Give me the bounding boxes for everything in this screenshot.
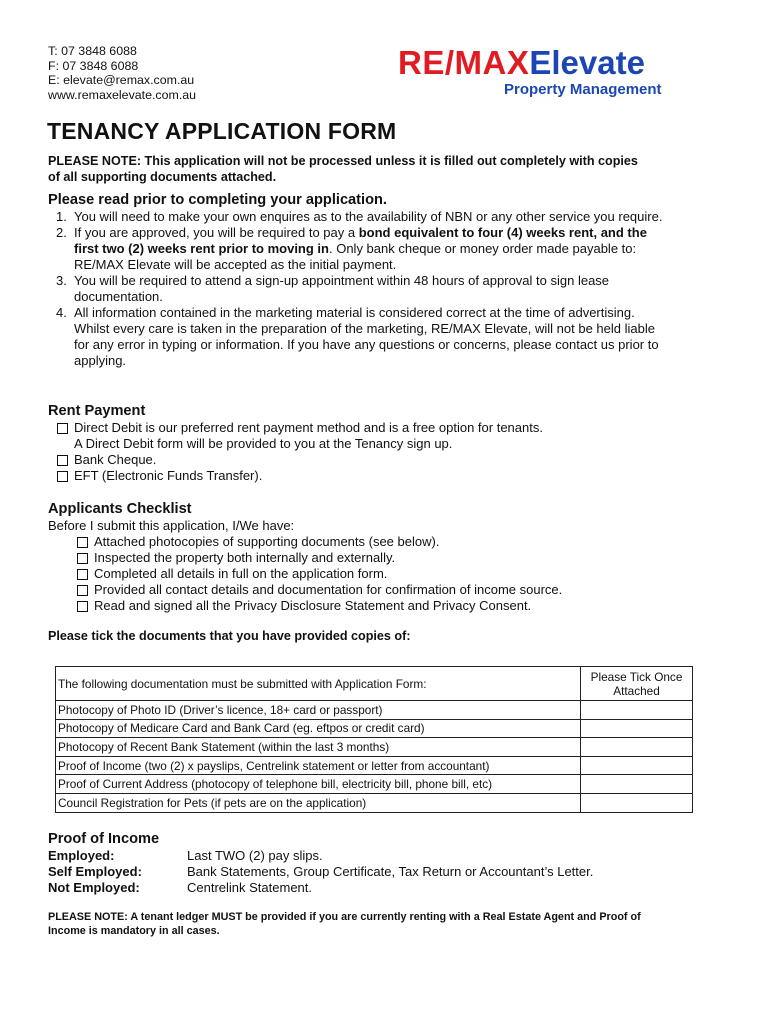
processing-note: PLEASE NOTE: This application will not be processed unless it is filled out completely with copies of all supporting documents attached. bbox=[48, 154, 638, 184]
list-item: 2. If you are approved, you will be required to pay a bond equivalent to four (4) weeks rent, and the first two (2) weeks rent prior to moving in. Only bank cheque or money order made payable to: RE/MAX Elevate will be accepted as the initial payment. bbox=[56, 225, 647, 272]
income-heading: Proof of Income bbox=[48, 831, 160, 847]
checklist-heading: Applicants Checklist bbox=[48, 501, 192, 517]
checklist-intro: Before I submit this application, I/We have: bbox=[48, 518, 295, 533]
direct-debit-checkbox[interactable] bbox=[57, 423, 68, 434]
direct-debit-option[interactable]: Direct Debit is our preferred rent payment method and is a free option for tenants. bbox=[48, 420, 543, 436]
bank-cheque-option[interactable]: Bank Cheque. bbox=[48, 452, 543, 468]
documents-heading: Please tick the documents that you have provided copies of: bbox=[48, 629, 411, 643]
tick-cell[interactable] bbox=[581, 793, 693, 812]
rent-payment-heading: Rent Payment bbox=[48, 403, 146, 419]
tenant-ledger-note: PLEASE NOTE: A tenant ledger MUST be provided if you are currently renting with a Real Estate Agent and Proof of Income is mandatory in all cases. bbox=[48, 911, 641, 937]
bank-cheque-checkbox[interactable] bbox=[57, 455, 68, 466]
tick-cell[interactable] bbox=[581, 701, 693, 720]
logo-office: Elevate bbox=[529, 44, 645, 81]
rent-payment-options bbox=[48, 420, 543, 484]
remax-elevate-logo bbox=[398, 46, 710, 98]
read-heading: Please read prior to completing your application. bbox=[48, 192, 387, 208]
bond-terms: bond equivalent to four (4) weeks rent, and the first two (2) weeks rent prior to moving in bbox=[74, 225, 647, 256]
tick-cell[interactable] bbox=[581, 719, 693, 738]
table-header-row bbox=[56, 667, 693, 701]
website-address: www.remaxelevate.com.au bbox=[48, 87, 197, 102]
table-row: Photocopy of Medicare Card and Bank Card (eg. eftpos or credit card) bbox=[56, 719, 693, 738]
phone-number: T: 07 3848 6088 bbox=[48, 44, 137, 58]
checklist-item[interactable]: Completed all details in full on the application form. bbox=[68, 566, 562, 582]
eft-option[interactable]: EFT (Electronic Funds Transfer). bbox=[48, 468, 543, 484]
list-item: 4. All information contained in the marketing material is considered correct at the time of advertising. Whilst every care is taken in the preparation of the marketing, RE/MAX Elevate, will not be held liable for any error in typing or information. If you have any questions or concerns, please contact us prior to applying. bbox=[56, 305, 659, 368]
list-item: 3. You will be required to attend a sign-up appointment within 48 hours of approval to sign lease documentation. bbox=[56, 273, 610, 304]
checklist-items bbox=[68, 534, 562, 614]
checklist-checkbox[interactable] bbox=[77, 601, 88, 612]
list-item: 1. You will need to make your own enquires as to the availability of NBN or any other service you require. bbox=[56, 209, 663, 224]
table-header-right: Please Tick Once Attached bbox=[581, 667, 693, 701]
tick-cell[interactable] bbox=[581, 738, 693, 757]
table-row: Photocopy of Photo ID (Driver’s licence, 18+ card or passport) bbox=[56, 701, 693, 720]
checklist-checkbox[interactable] bbox=[77, 569, 88, 580]
table-row: Council Registration for Pets (if pets are on the application) bbox=[56, 793, 693, 812]
tick-cell[interactable] bbox=[581, 756, 693, 775]
table-row: Proof of Current Address (photocopy of telephone bill, electricity bill, phone bill, etc) bbox=[56, 775, 693, 794]
logo-subtitle: Property Management bbox=[504, 81, 662, 98]
checklist-item[interactable]: Provided all contact details and documentation for confirmation of income source. bbox=[68, 582, 562, 598]
checklist-checkbox[interactable] bbox=[77, 585, 88, 596]
checklist-checkbox[interactable] bbox=[77, 553, 88, 564]
checklist-checkbox[interactable] bbox=[77, 537, 88, 548]
checklist-item[interactable]: Read and signed all the Privacy Disclosure Statement and Privacy Consent. bbox=[68, 598, 562, 614]
logo-brand: RE/MAX bbox=[398, 44, 530, 81]
table-header-left: The following documentation must be submitted with Application Form: bbox=[56, 667, 581, 701]
checklist-item[interactable]: Attached photocopies of supporting documents (see below). bbox=[68, 534, 562, 550]
documents-table bbox=[55, 666, 693, 813]
tick-cell[interactable] bbox=[581, 775, 693, 794]
instructions-list bbox=[48, 209, 668, 369]
table-row: Photocopy of Recent Bank Statement (within the last 3 months) bbox=[56, 738, 693, 757]
fax-number: F: 07 3848 6088 bbox=[48, 58, 139, 73]
table-row: Proof of Income (two (2) x payslips, Centrelink statement or letter from accountant) bbox=[56, 756, 693, 775]
email-address: E: elevate@remax.com.au bbox=[48, 73, 195, 88]
eft-checkbox[interactable] bbox=[57, 471, 68, 482]
form-title: TENANCY APPLICATION FORM bbox=[47, 118, 397, 144]
direct-debit-note: A Direct Debit form will be provided to you at the Tenancy sign up. bbox=[74, 436, 453, 451]
contact-details bbox=[48, 44, 196, 102]
checklist-item[interactable]: Inspected the property both internally and externally. bbox=[68, 550, 562, 566]
